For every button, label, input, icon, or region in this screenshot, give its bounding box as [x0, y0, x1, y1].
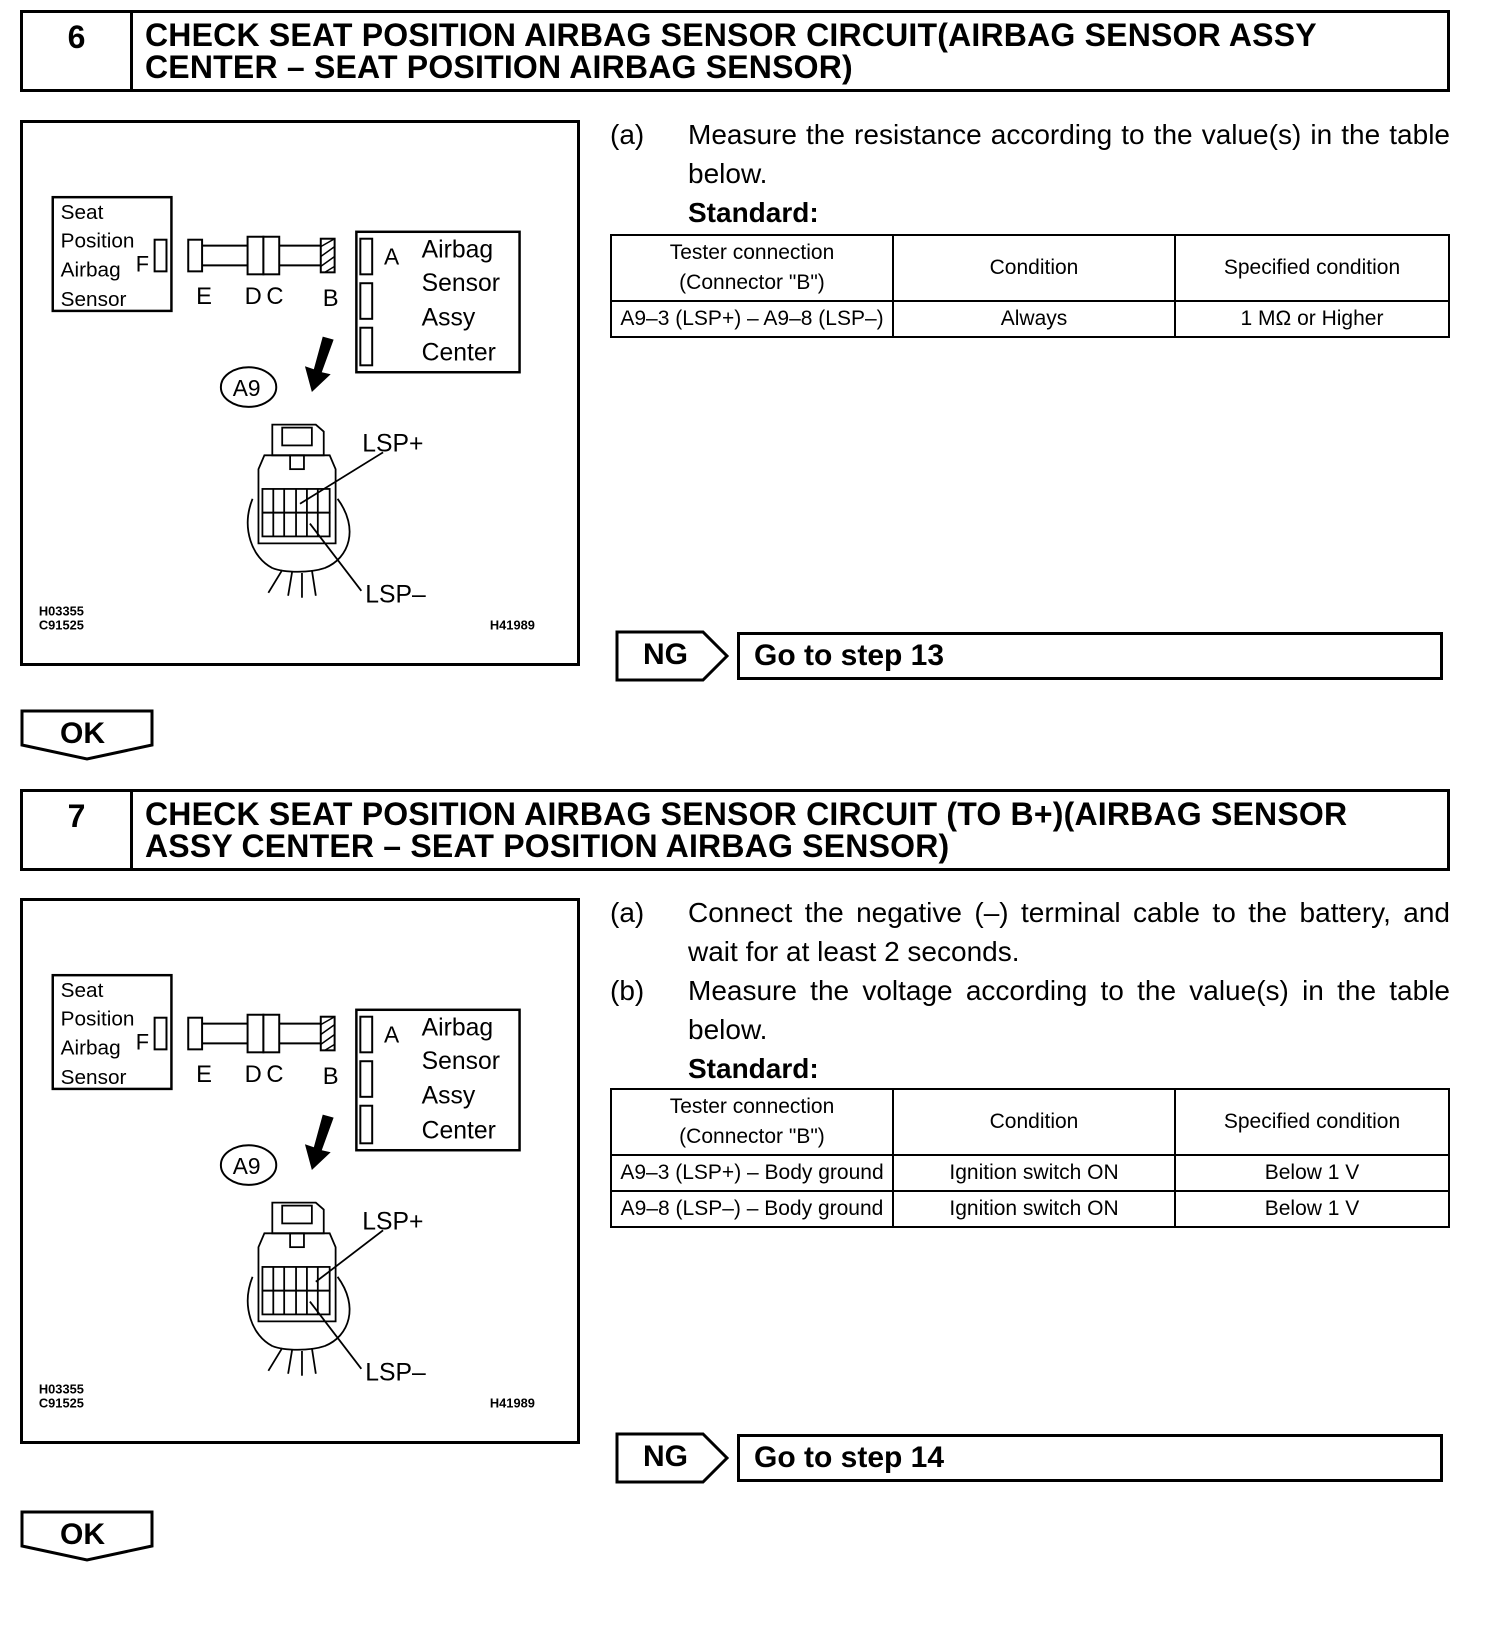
table-row: A9–3 (LSP+) – A9–8 (LSP–) Always 1 MΩ or Higher	[611, 301, 1449, 337]
svg-text:E: E	[196, 1061, 212, 1088]
svg-text:Seat: Seat	[60, 200, 104, 224]
step-7-header	[20, 789, 1450, 871]
svg-text:Airbag: Airbag	[421, 236, 494, 264]
standard-label: Standard:	[688, 197, 819, 228]
instructions	[610, 115, 1450, 232]
instructions	[610, 893, 1450, 1088]
svg-text:Airbag: Airbag	[421, 1014, 494, 1042]
svg-text:Airbag: Airbag	[60, 258, 121, 282]
connector-diagram	[20, 898, 580, 1444]
svg-text:E: E	[196, 283, 212, 310]
svg-text:Position: Position	[60, 229, 135, 253]
svg-text:F: F	[135, 251, 150, 277]
svg-text:LSP–: LSP–	[365, 1359, 426, 1387]
svg-text:H41989: H41989	[489, 617, 535, 633]
svg-text:B: B	[322, 285, 339, 312]
svg-text:F: F	[135, 1029, 150, 1055]
svg-text:Airbag: Airbag	[60, 1036, 121, 1060]
ng-tag: NG	[615, 630, 735, 682]
svg-text:D: D	[244, 283, 262, 310]
table-row: A9–8 (LSP–) – Body ground Ignition switch ON Below 1 V	[611, 1191, 1449, 1227]
svg-text:D: D	[244, 1061, 262, 1088]
svg-text:C: C	[266, 283, 284, 310]
svg-text:Center: Center	[421, 1117, 496, 1145]
svg-text:C91525: C91525	[38, 1395, 84, 1411]
svg-text:A9: A9	[232, 374, 261, 401]
step-6-header	[20, 10, 1450, 92]
svg-text:H41989: H41989	[489, 1395, 535, 1411]
svg-text:H03355: H03355	[38, 603, 84, 619]
step-number: 7	[23, 792, 133, 868]
ng-action[interactable]: Go to step 14	[737, 1434, 1443, 1482]
spec-table	[610, 1088, 1450, 1228]
step-number: 6	[23, 13, 133, 89]
instruction-item: (a) Connect the negative (–) terminal cable to the battery, and wait for at least 2 seconds.	[610, 897, 1450, 967]
step-title: CHECK SEAT POSITION AIRBAG SENSOR CIRCUIT (TO B+)(AIRBAG SENSOR ASSY CENTER – SEAT POSITION AIRBAG SENSOR)	[145, 796, 1348, 864]
svg-text:Sensor: Sensor	[421, 1048, 500, 1076]
svg-text:LSP+: LSP+	[362, 1208, 424, 1236]
svg-text:Assy: Assy	[421, 1082, 476, 1110]
svg-text:Center: Center	[421, 339, 496, 367]
ng-action[interactable]: Go to step 13	[737, 632, 1443, 680]
svg-text:A: A	[384, 1021, 400, 1048]
svg-text:Seat: Seat	[60, 978, 104, 1002]
connector-diagram-drawing	[23, 123, 577, 663]
svg-text:C91525: C91525	[38, 617, 84, 633]
svg-text:LSP–: LSP–	[365, 581, 426, 609]
ng-branch	[615, 630, 1443, 682]
svg-text:B: B	[322, 1063, 339, 1090]
svg-text:Sensor: Sensor	[60, 287, 127, 311]
ng-branch	[615, 1432, 1443, 1484]
table-header-row: Tester connection (Connector "B") Condition Specified condition	[611, 235, 1449, 301]
svg-text:A: A	[384, 243, 400, 270]
ok-branch[interactable]: OK	[20, 709, 156, 761]
svg-text:Assy: Assy	[421, 304, 476, 332]
svg-text:Position: Position	[60, 1007, 135, 1031]
svg-text:C: C	[266, 1061, 284, 1088]
svg-text:H03355: H03355	[38, 1381, 84, 1397]
connector-diagram-drawing	[23, 901, 577, 1441]
svg-text:A9: A9	[232, 1152, 261, 1179]
ok-branch[interactable]: OK	[20, 1510, 156, 1562]
instruction-item: (b) Measure the voltage according to the value(s) in the table below.	[610, 975, 1450, 1045]
ng-tag: NG	[615, 1432, 735, 1484]
standard-label: Standard:	[688, 1053, 819, 1084]
connector-diagram	[20, 120, 580, 666]
spec-table	[610, 234, 1450, 338]
instruction-item: (a) Measure the resistance according to the value(s) in the table below.	[610, 119, 1450, 189]
step-title: CHECK SEAT POSITION AIRBAG SENSOR CIRCUIT(AIRBAG SENSOR ASSY CENTER – SEAT POSITION AIRBAG SENSOR)	[145, 17, 1317, 85]
svg-text:Sensor: Sensor	[60, 1065, 127, 1089]
svg-text:LSP+: LSP+	[362, 430, 424, 458]
svg-text:Sensor: Sensor	[421, 270, 500, 298]
table-row: A9–3 (LSP+) – Body ground Ignition switch ON Below 1 V	[611, 1155, 1449, 1191]
table-header-row: Tester connection (Connector "B") Condition Specified condition	[611, 1089, 1449, 1155]
